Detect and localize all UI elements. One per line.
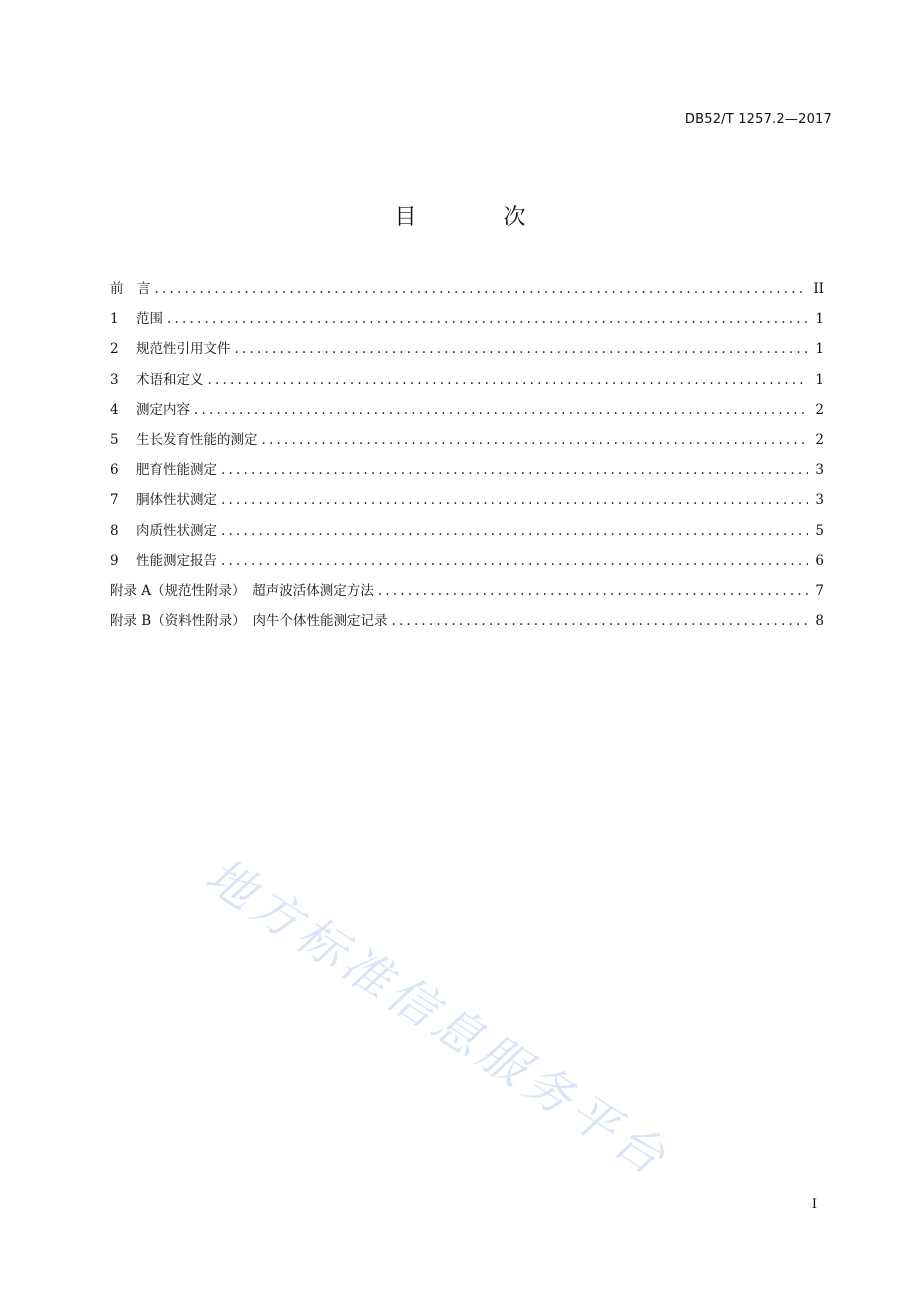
- toc-entry-label: 附录 B（资料性附录） 肉牛个体性能测定记录: [110, 613, 388, 630]
- toc-leader-dots: [221, 459, 808, 481]
- toc-entry-page: 5: [815, 522, 824, 539]
- toc-entry-page: 1: [815, 371, 824, 388]
- toc-leader-dots: [391, 610, 808, 632]
- toc-entry-number: 1: [110, 311, 119, 328]
- toc-entry-label: 生长发育性能的测定: [136, 431, 258, 448]
- toc-entry-foreword[interactable]: [110, 278, 824, 308]
- toc-entry-page: 7: [815, 582, 824, 599]
- toc-entry-8[interactable]: [110, 520, 824, 550]
- toc-entry-9[interactable]: [110, 550, 824, 580]
- toc-leader-dots: [208, 369, 809, 391]
- toc-entry-label: 术语和定义: [136, 371, 204, 388]
- toc-entry-3[interactable]: [110, 369, 824, 399]
- toc-title: 目 次: [394, 205, 566, 230]
- toc-entry-page: 8: [815, 613, 824, 630]
- page-number: I: [811, 1197, 817, 1212]
- toc-entry-label: 肥育性能测定: [136, 462, 217, 479]
- toc-entry-number: 7: [110, 492, 119, 509]
- toc-entry-label: 前 言: [110, 281, 151, 297]
- toc-entry-2[interactable]: [110, 338, 824, 368]
- toc-entry-page: 1: [815, 341, 824, 358]
- toc-entry-label: 范围: [136, 311, 163, 328]
- toc-entry-number: 2: [110, 341, 119, 358]
- toc-entry-label: 规范性引用文件: [136, 341, 231, 358]
- toc-entry-number: 4: [110, 401, 119, 418]
- toc-entry-label: 性能测定报告: [136, 552, 217, 569]
- toc-entry-label: 测定内容: [136, 401, 190, 418]
- toc-entry-page: 2: [815, 431, 824, 448]
- toc-entry-label: 肉质性状测定: [136, 522, 217, 539]
- toc-leader-dots: [221, 489, 808, 511]
- toc-entry-number: 3: [110, 371, 119, 388]
- toc-entry-page: 2: [815, 401, 824, 418]
- toc-leader-dots: [235, 338, 809, 360]
- toc-entry-page: 1: [815, 311, 824, 328]
- toc-entry-page: 3: [815, 492, 824, 509]
- toc-entry-appendix-b[interactable]: [110, 610, 824, 640]
- toc-entry-number: 8: [110, 522, 119, 539]
- toc-entry-6[interactable]: [110, 459, 824, 489]
- toc-leader-dots: [378, 580, 808, 602]
- toc-entry-page: 6: [815, 552, 824, 569]
- table-of-contents: [110, 278, 824, 640]
- toc-entry-4[interactable]: [110, 399, 824, 429]
- toc-leader-dots: [221, 520, 808, 542]
- toc-entry-7[interactable]: [110, 489, 824, 519]
- standard-code: DB52/T 1257.2—2017: [684, 112, 832, 127]
- toc-entry-label: 附录 A（规范性附录） 超声波活体测定方法: [110, 582, 374, 599]
- toc-leader-dots: [221, 550, 808, 572]
- toc-entry-page: 3: [815, 462, 824, 479]
- toc-leader-dots: [155, 278, 808, 300]
- toc-entry-5[interactable]: [110, 429, 824, 459]
- toc-entry-1[interactable]: [110, 308, 824, 338]
- toc-leader-dots: [262, 429, 809, 451]
- toc-entry-appendix-a[interactable]: [110, 580, 824, 610]
- toc-entry-page: II: [813, 281, 824, 297]
- toc-entry-number: 5: [110, 431, 119, 448]
- toc-entry-number: 6: [110, 462, 119, 479]
- toc-entry-label: 胴体性状测定: [136, 492, 217, 509]
- watermark-text: 地方标准信息服务平台: [195, 847, 679, 1189]
- toc-entry-number: 9: [110, 552, 119, 569]
- toc-leader-dots: [167, 308, 808, 330]
- toc-leader-dots: [194, 399, 808, 421]
